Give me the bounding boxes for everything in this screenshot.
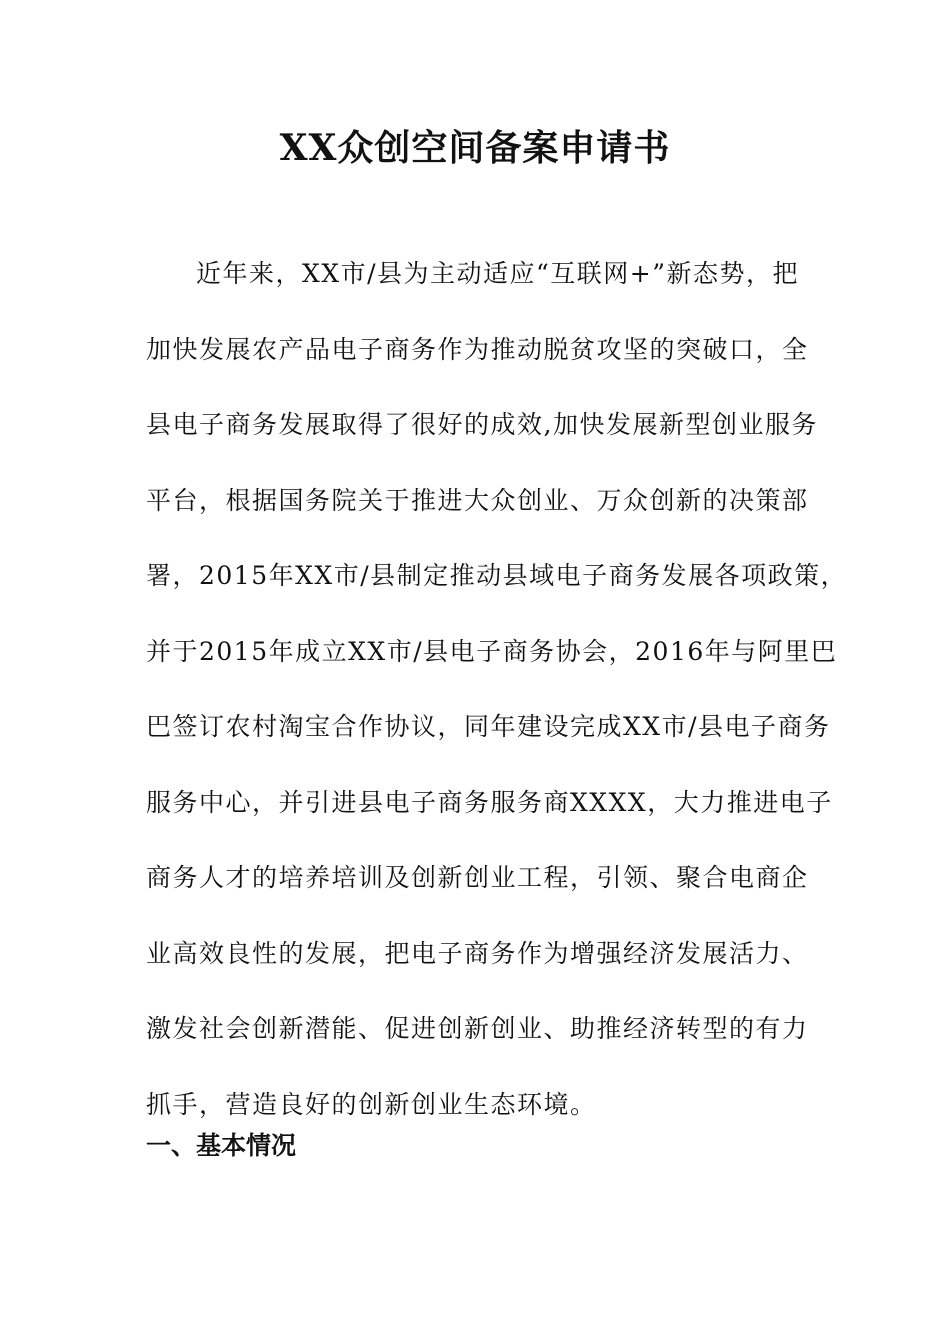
paragraph-line: 并于2015年成立XX市/县电子商务协会，2016年与阿里巴 [146, 636, 838, 666]
paragraph-line: 激发社会创新潜能、促进创新创业、助推经济转型的有力 [146, 1014, 809, 1043]
paragraph-line: 近年来，XX市/县为主动适应“互联网+”新态势，把 [196, 259, 800, 288]
paragraph-line: 署，2015年XX市/县制定推动县域电子商务发展各项政策， [146, 561, 848, 590]
intro-paragraph [146, 252, 848, 1158]
paragraph-line: 巴签订农村淘宝合作协议，同年建设完成XX市/县电子商务 [146, 712, 831, 741]
paragraph-line: 业高效良性的发展，把电子商务作为增强经济发展活力、 [146, 938, 809, 968]
paragraph-line: 县电子商务发展取得了很好的成效,加快发展新型创业服务 [146, 410, 818, 439]
paragraph-line: 商务人才的培养培训及创新创业工程，引领、聚合电商企 [146, 863, 809, 892]
paragraph-line: 平台，根据国务院关于推进大众创业、万众创新的决策部 [146, 485, 809, 515]
paragraph-line: 加快发展农产品电子商务作为推动脱贫攻坚的突破口，全 [146, 334, 809, 364]
document-title: XX众创空间备案申请书 [279, 127, 671, 169]
section-heading: 一、基本情况 [146, 1131, 297, 1160]
paragraph-line: 抓手，营造良好的创新创业生态环境。 [146, 1089, 597, 1119]
paragraph-line: 服务中心，并引进县电子商务服务商XXXX，大力推进电子 [146, 787, 833, 817]
